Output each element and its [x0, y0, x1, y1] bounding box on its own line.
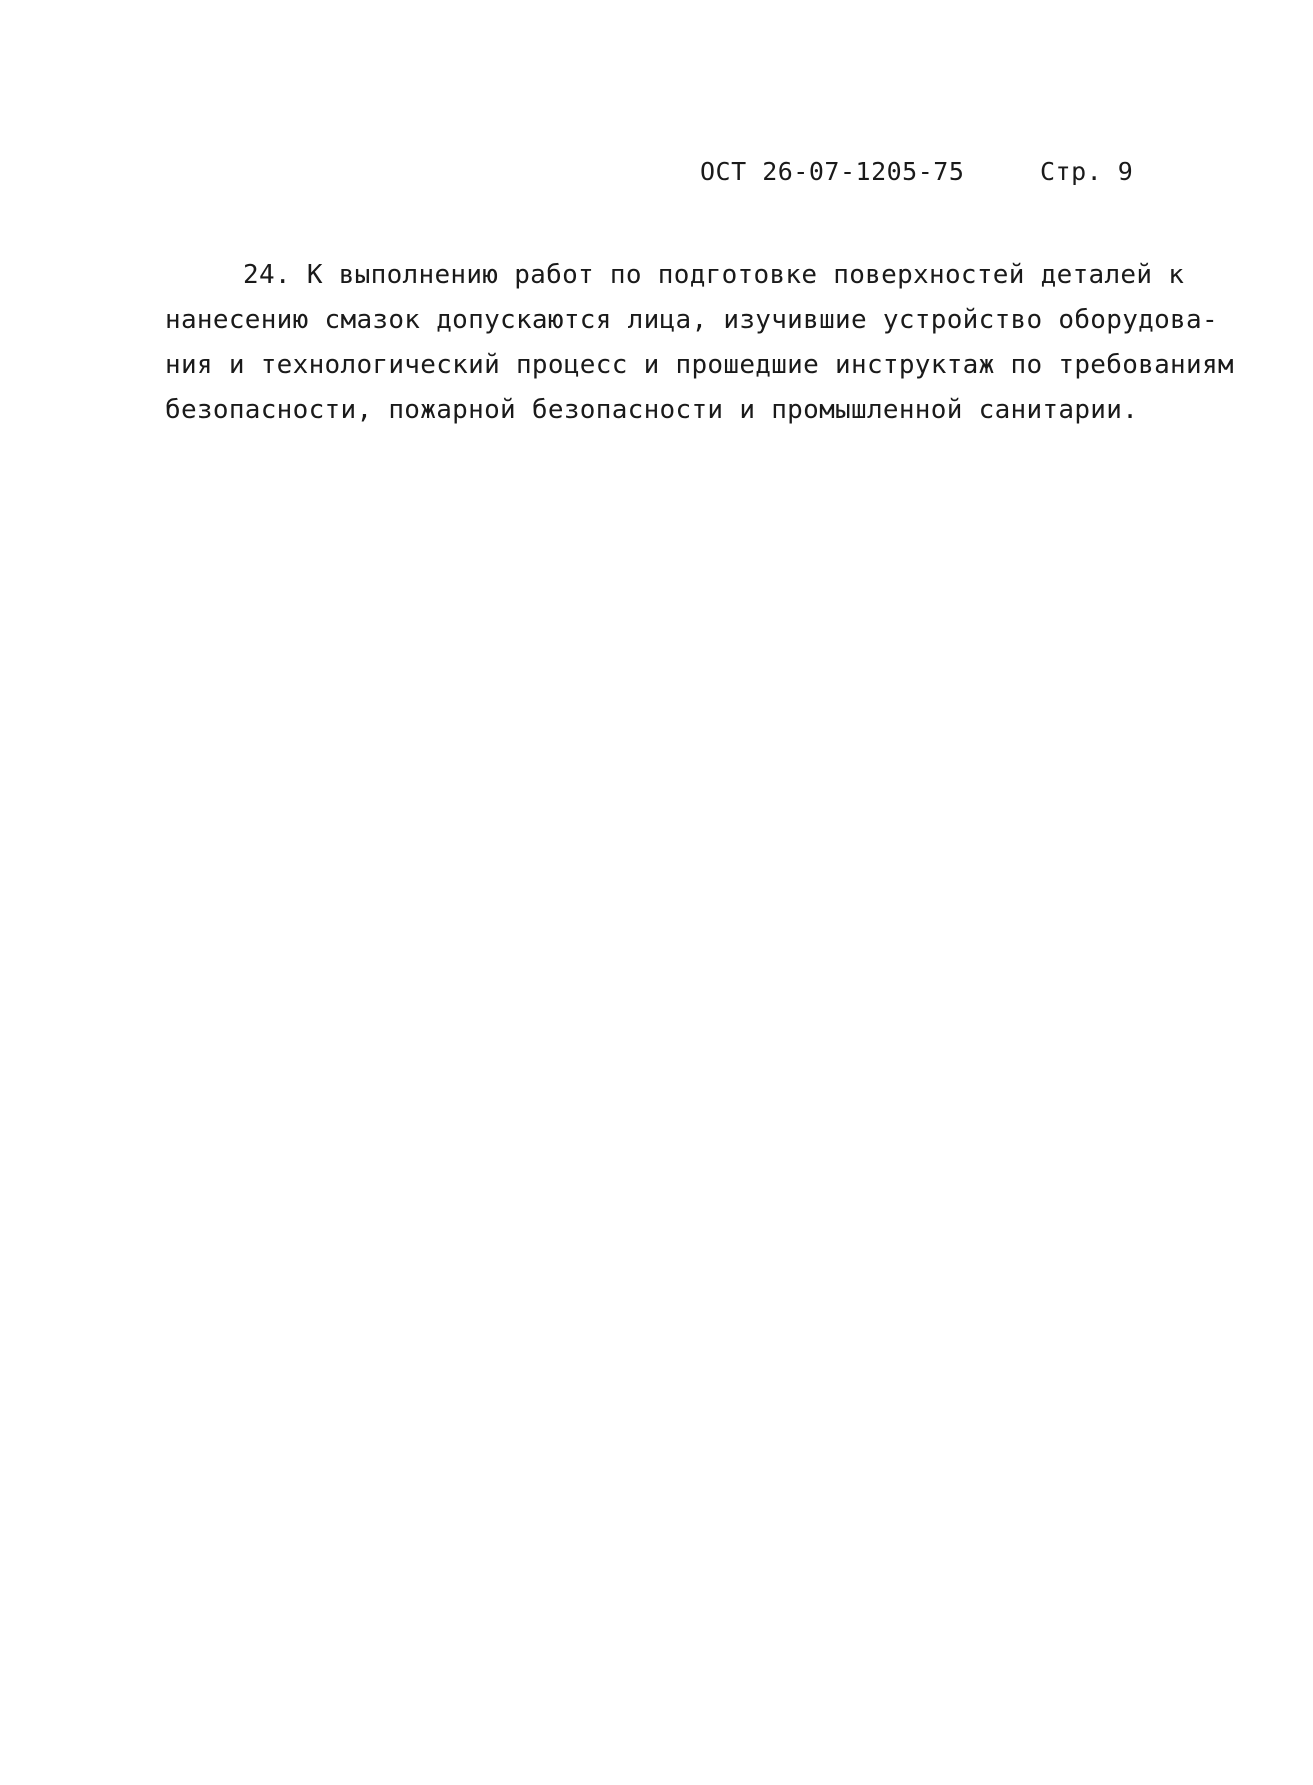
paragraph-24: [165, 253, 1234, 433]
document-code: ОСТ 26-07-1205-75: [700, 157, 965, 186]
paragraph-line: нанесению смазок допускаются лица, изучившие устройство оборудова-: [165, 305, 1218, 335]
page-header: [700, 157, 1160, 193]
paragraph-line: 24. К выполнению работ по подготовке поверхностей деталей к: [243, 260, 1185, 290]
paragraph-line: безопасности, пожарной безопасности и промышленной санитарии.: [165, 395, 1139, 425]
page-number: Стр. 9: [1040, 157, 1134, 186]
paragraph-line: ния и технологический процесс и прошедшие инструктаж по требованиям: [165, 350, 1234, 380]
